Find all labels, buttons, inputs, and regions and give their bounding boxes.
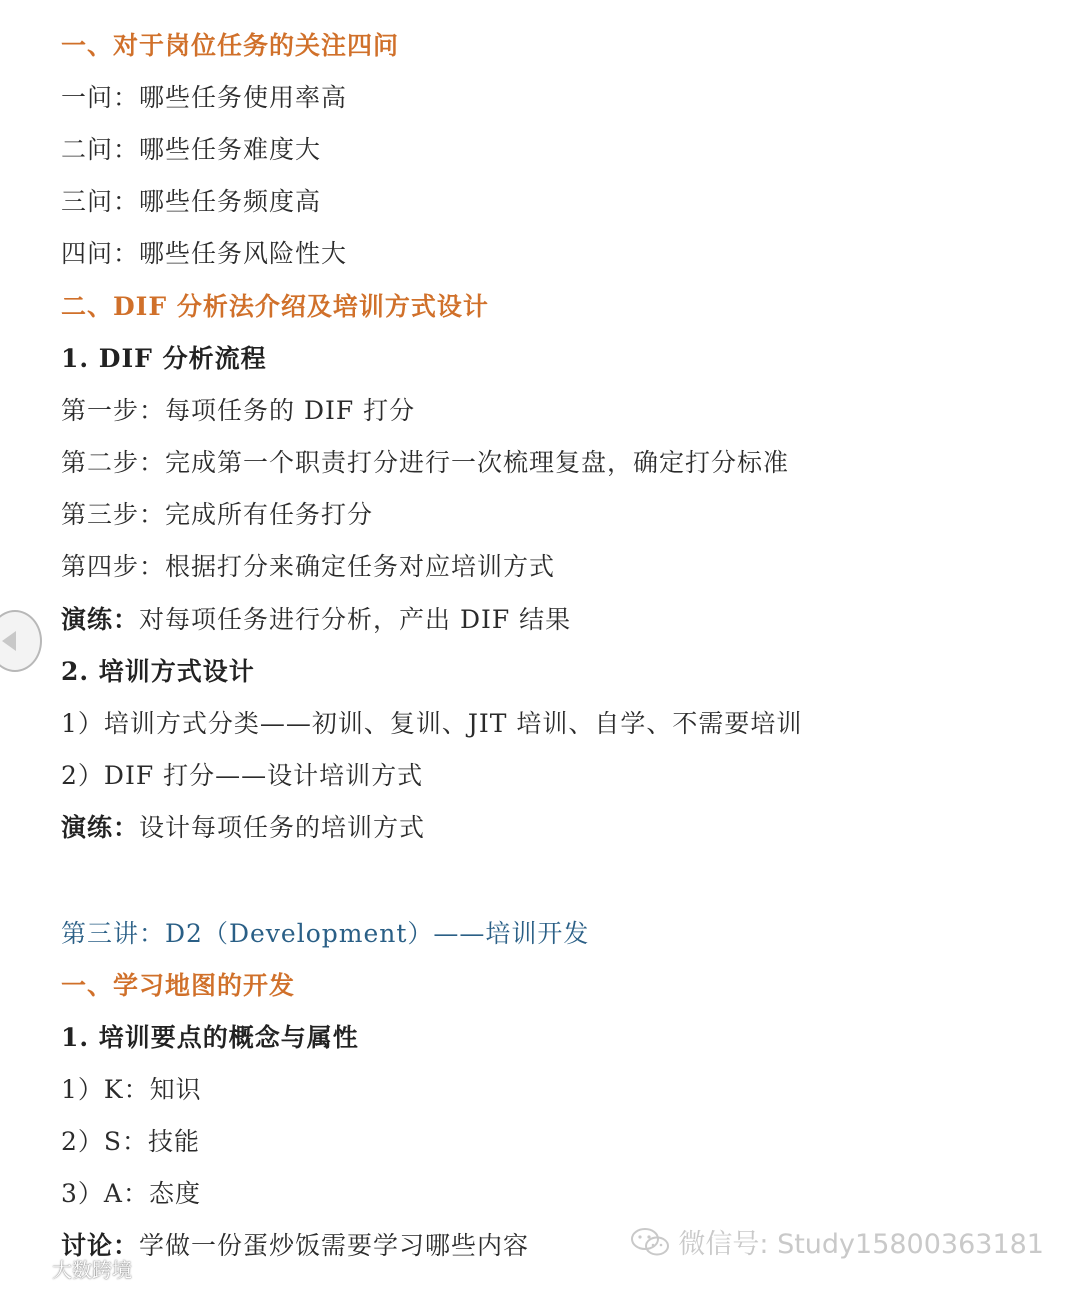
question-2: 二问：哪些任务难度大 <box>61 135 322 164</box>
previous-page-button[interactable] <box>0 610 42 672</box>
wechat-icon <box>630 1226 670 1258</box>
discussion-label: 讨论： <box>61 1231 140 1260</box>
step-3: 第三步：完成所有任务打分 <box>61 500 374 529</box>
training-item-2: 2）DIF 打分——设计培训方式 <box>61 761 424 790</box>
exercise-label: 演练： <box>61 605 140 634</box>
step-1: 第一步：每项任务的 DIF 打分 <box>61 396 416 425</box>
exercise-1 <box>61 604 571 636</box>
question-4: 四问：哪些任务风险性大 <box>61 239 348 268</box>
exercise-text: 对每项任务进行分析，产出 DIF 结果 <box>139 605 572 634</box>
exercise-text: 设计每项任务的培训方式 <box>139 813 426 842</box>
wechat-watermark <box>630 1222 1044 1261</box>
attribute-a: 3）A：态度 <box>61 1179 201 1208</box>
section-heading-four-questions: 一、对于岗位任务的关注四问 <box>61 31 400 60</box>
subheading-training-points: 1. 培训要点的概念与属性 <box>61 1023 359 1052</box>
step-2: 第二步：完成第一个职责打分进行一次梳理复盘，确定打分标准 <box>61 448 790 477</box>
brand-text: 大数跨境 <box>52 1258 132 1282</box>
exercise-label: 演练： <box>61 813 140 842</box>
subheading-training-design: 2. 培训方式设计 <box>61 657 255 686</box>
wechat-id-text: 微信号: Study15800363181 <box>678 1229 1044 1260</box>
brand-logo-icon <box>8 1258 48 1280</box>
discussion-text: 学做一份蛋炒饭需要学习哪些内容 <box>139 1231 530 1260</box>
question-1: 一问：哪些任务使用率高 <box>61 83 348 112</box>
training-item-1: 1）培训方式分类——初训、复训、JIT 培训、自学、不需要培训 <box>61 709 803 738</box>
step-4: 第四步：根据打分来确定任务对应培训方式 <box>61 552 556 581</box>
question-3: 三问：哪些任务频度高 <box>61 187 322 216</box>
section-heading-dif: 二、DIF 分析法介绍及培训方式设计 <box>61 292 489 321</box>
brand-watermark <box>8 1254 132 1283</box>
subheading-dif-process: 1. DIF 分析流程 <box>61 344 267 373</box>
attribute-s: 2）S：技能 <box>61 1127 201 1156</box>
chevron-left-icon <box>0 629 22 653</box>
exercise-2 <box>61 812 425 844</box>
attribute-k: 1）K：知识 <box>61 1075 202 1104</box>
section-heading-learning-map: 一、学习地图的开发 <box>61 971 296 1000</box>
lecture-3-title: 第三讲：D2（Development）——培训开发 <box>61 919 590 948</box>
